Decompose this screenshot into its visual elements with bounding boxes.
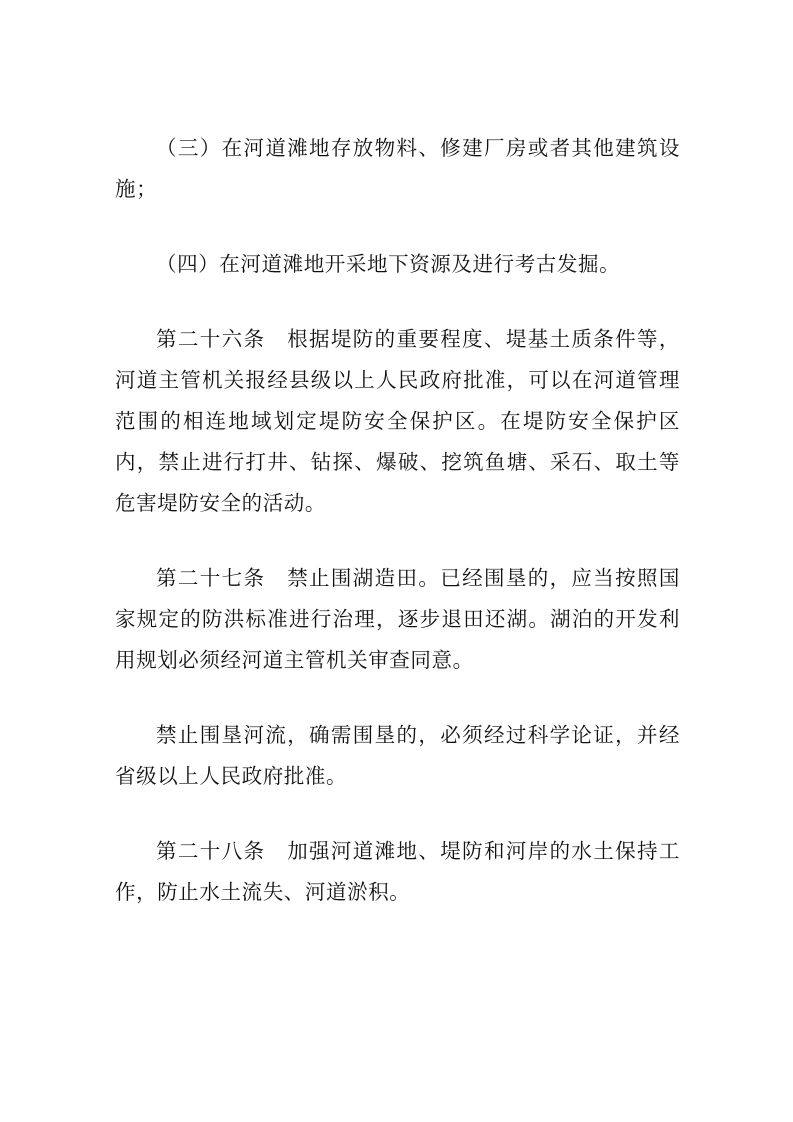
paragraph-article-26: 第二十六条 根据堤防的重要程度、堤基土质条件等，河道主管机关报经县级以上人民政府批准，可以在河道管理范围的相连地域划定堤防安全保护区。在堤防安全保护区内，禁止进行打井、钻探、爆破、挖筑鱼塘、采石、取土等危害堤防安全的活动。: [115, 327, 680, 515]
paragraph-item-three: （三）在河道滩地存放物料、修建厂房或者其他建筑设施；: [115, 136, 680, 201]
paragraph-article-28: 第二十八条 加强河道滩地、堤防和河岸的水土保持工作，防止水土流失、河道淤积。: [115, 839, 680, 904]
document-body: [115, 128, 680, 939]
paragraph-article-27-second: 禁止围垦河流，确需围垦的，必须经过科学论证，并经省级以上人民政府批准。: [115, 723, 680, 788]
paragraph-item-four: （四）在河道滩地开采地下资源及进行考古发掘。: [156, 252, 621, 276]
paragraph-article-27: 第二十七条 禁止围湖造田。已经围垦的，应当按照国家规定的防洪标准进行治理，逐步退田还湖。湖泊的开发利用规划必须经河道主管机关审查同意。: [115, 566, 680, 672]
